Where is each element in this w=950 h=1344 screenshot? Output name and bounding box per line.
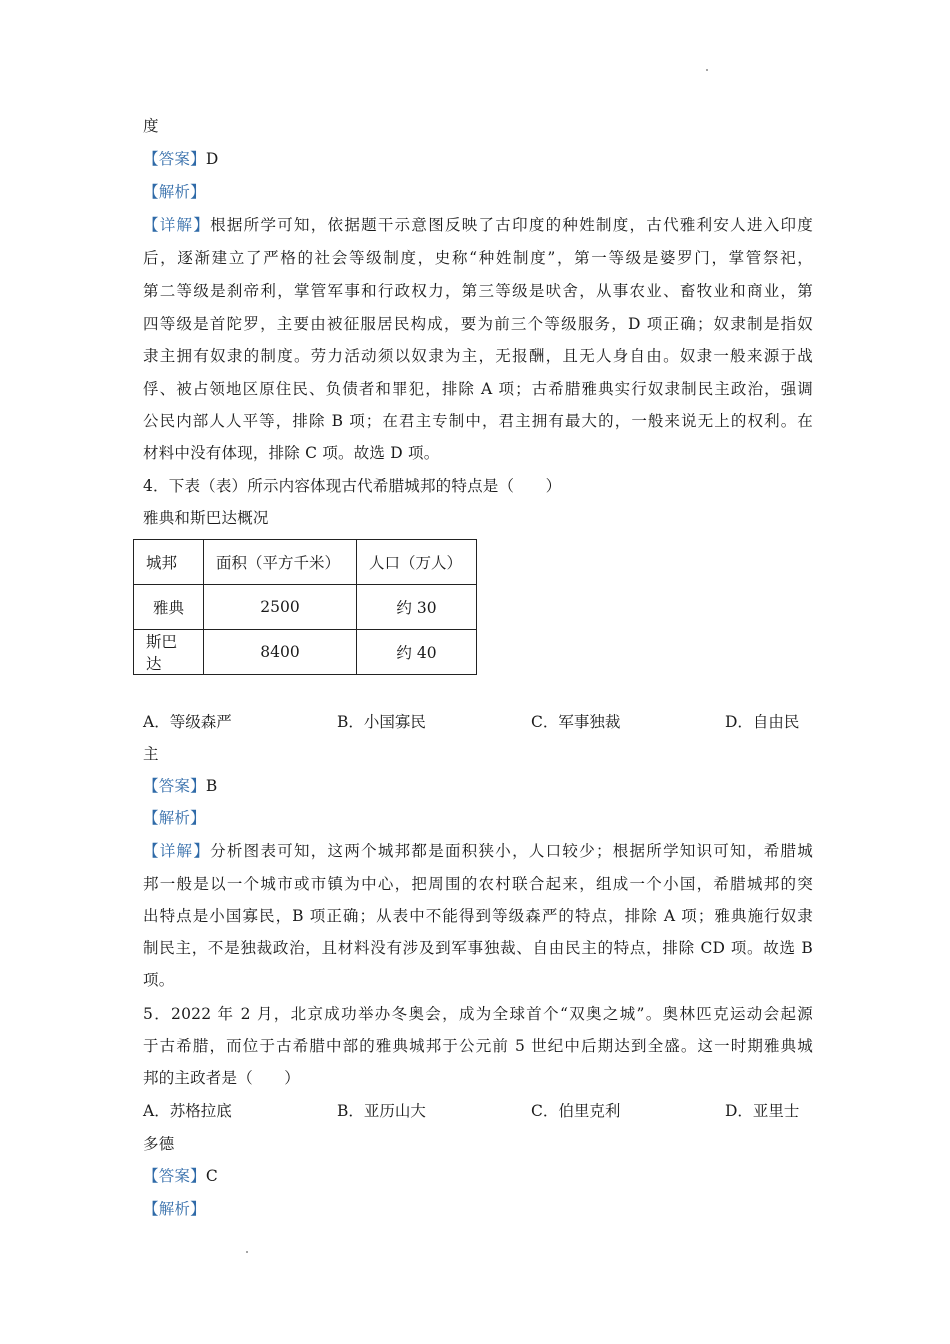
detail-line: 【详解】分析图表可知，这两个城邦都是面积狭小，人口较少；根据所学知识可知，希腊城: [143, 842, 813, 860]
header-cell: 城邦: [134, 540, 204, 585]
question-5-stem: 5．2022 年 2 月，北京成功举办冬奥会，成为全球首个“双奥之城”。奥林匹克运动会起源: [143, 1005, 813, 1023]
analysis-line: [143, 808, 813, 828]
answer-line: [143, 776, 813, 796]
table-cell: 约 30: [357, 585, 477, 630]
answer-value: C: [205, 1167, 218, 1185]
table-header-row: [134, 540, 477, 585]
detail-line: 材料中没有体现，排除 C 项。故选 D 项。: [143, 444, 440, 462]
detail-line: 出特点是小国寡民，B 项正确；从表中不能得到等级森严的特点，排除 A 项；雅典施行奴隶: [143, 907, 813, 925]
answer-label: 【答案】: [143, 150, 206, 168]
table-cell: 约 40: [357, 630, 477, 675]
analysis-label: 【解析】: [143, 183, 206, 201]
city-state-table: [133, 539, 477, 675]
detail-line: 第二等级是刹帝利，掌管军事和行政权力，第三等级是吠舍，从事农业、畜牧业和商业，第: [143, 282, 813, 300]
question-5-stem: 邦的主政者是（ ）: [143, 1069, 301, 1087]
table-cell: 斯巴达: [134, 630, 204, 675]
table-cell: 8400: [204, 630, 357, 675]
analysis-line: [143, 1199, 813, 1219]
option-b: B．亚历山大: [337, 1102, 426, 1120]
detail-line: 邦一般是以一个城市或市镇为中心，把周围的农村联合起来，组成一个小国，希腊城邦的突: [143, 875, 813, 893]
answer-line: [143, 1166, 813, 1186]
detail-line: 公民内部人人平等，排除 B 项；在君主专制中，君主拥有最大的，一般来说无上的权利。在: [143, 412, 813, 430]
table-cell: 雅典: [134, 585, 204, 630]
detail-line: 四等级是首陀罗，主要由被征服居民构成，要为前三个等级服务，D 项正确；奴隶制是指奴: [143, 315, 813, 333]
answer-label: 【答案】: [143, 777, 206, 795]
answer-value: D: [205, 150, 219, 168]
scan-speck: [706, 69, 708, 71]
option-d: D．亚里士: [725, 1102, 800, 1120]
analysis-line: [143, 182, 813, 202]
detail-line: 【详解】根据所学可知，依据题干示意图反映了古印度的种姓制度，古代雅利安人进入印度: [143, 216, 813, 234]
detail-line: 制民主，不是独裁政治，且材料没有涉及到军事独裁、自由民主的特点，排除 CD 项。故选 B: [143, 939, 813, 957]
header-cell: 人口（万人）: [357, 540, 477, 585]
option-a: A．等级森严: [143, 713, 232, 731]
answer-line: [143, 149, 813, 169]
detail-label: 【详解】: [143, 842, 211, 860]
header-cell: 面积（平方千米）: [204, 540, 357, 585]
answer-text: [143, 777, 217, 795]
option-c: C．军事独裁: [531, 713, 621, 731]
table-row: [134, 585, 477, 630]
question-5-stem: 于古希腊，而位于古希腊中部的雅典城邦于公元前 5 世纪中后期达到全盛。这一时期雅典城: [143, 1037, 813, 1055]
option-d-wrap: 主: [143, 745, 159, 763]
answer-value: B: [205, 777, 218, 795]
detail-line: 项。: [143, 971, 175, 989]
option-d-wrap: 多德: [143, 1135, 175, 1153]
table-cell: 2500: [204, 585, 357, 630]
table-row: [134, 630, 477, 675]
answer-text: [143, 150, 218, 168]
analysis-label: 【解析】: [143, 1200, 206, 1218]
answer-label: 【答案】: [143, 1167, 206, 1185]
table-caption: 雅典和斯巴达概况: [143, 509, 269, 527]
scan-speck: [246, 1251, 248, 1253]
detail-line: 后，逐渐建立了严格的社会等级制度，史称“种姓制度”，第一等级是婆罗门，掌管祭祀，: [143, 249, 813, 267]
detail-line: 俘、被占领地区原住民、负债者和罪犯，排除 A 项；古希腊雅典实行奴隶制民主政治，强调: [143, 380, 813, 398]
option-b: B．小国寡民: [337, 713, 426, 731]
text-line: 度: [143, 117, 159, 135]
option-c: C．伯里克利: [531, 1102, 621, 1120]
answer-text: [143, 1167, 218, 1185]
question-4-stem: 4．下表（表）所示内容体现古代希腊城邦的特点是（ ）: [143, 477, 562, 495]
analysis-label: 【解析】: [143, 809, 206, 827]
detail-label: 【详解】: [143, 216, 211, 234]
option-a: A．苏格拉底: [143, 1102, 232, 1120]
detail-line: 隶主拥有奴隶的制度。劳力活动须以奴隶为主，无报酬，且无人身自由。奴隶一般来源于战: [143, 347, 813, 365]
option-d: D．自由民: [725, 713, 800, 731]
